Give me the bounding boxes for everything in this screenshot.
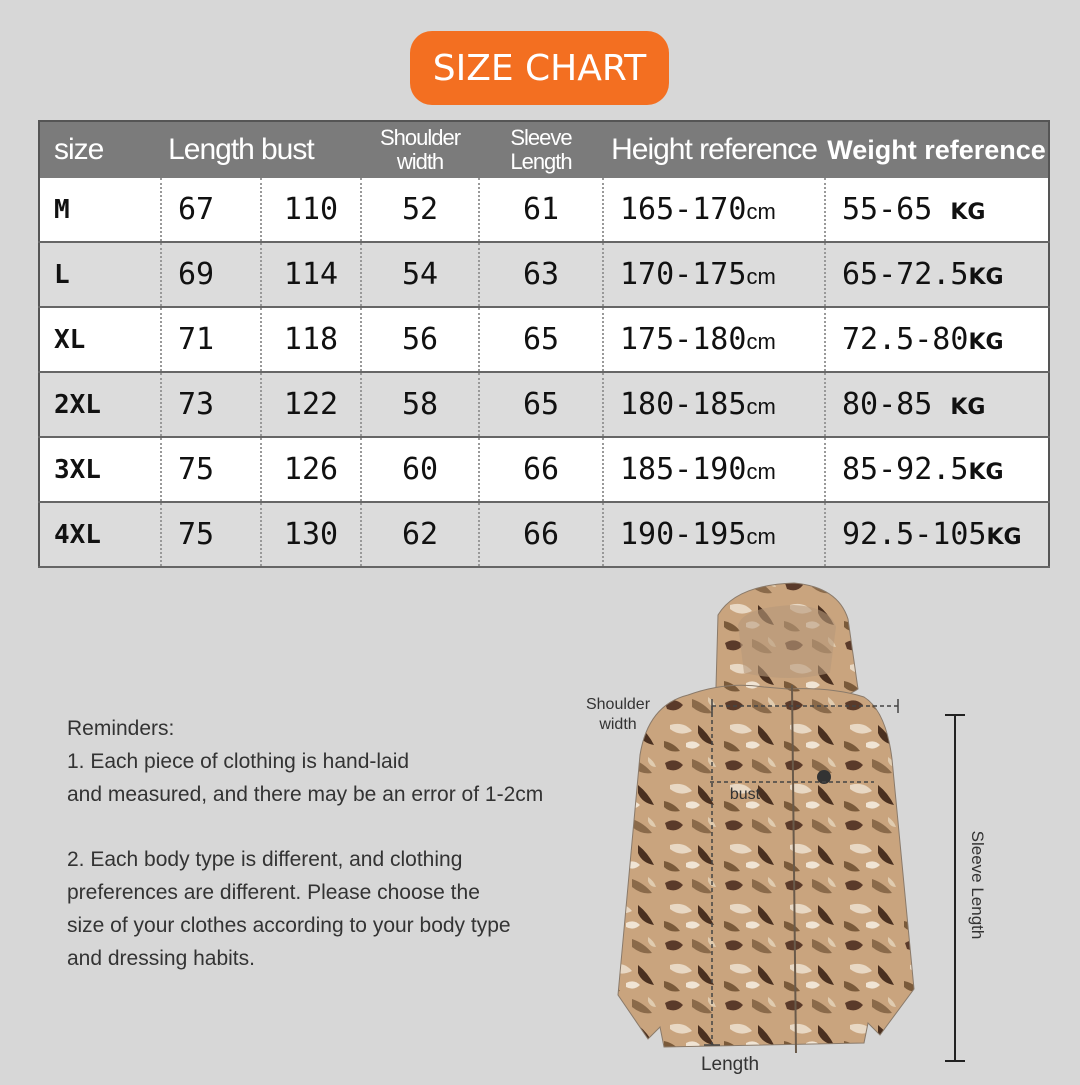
header-shoulder-width: Shoulder width [361, 121, 479, 178]
size-chart-title: SIZE CHART [410, 31, 669, 105]
cell-height [603, 372, 825, 437]
cell-height [603, 437, 825, 502]
cell-weight [825, 437, 1049, 502]
cell-sleeve: 65 [479, 372, 603, 437]
reminder-2-line-4: and dressing habits. [67, 947, 255, 970]
reminder-1-line-2: and measured, and there may be an error of 1-2cm [67, 783, 544, 806]
camouflage-jacket-icon [600, 575, 1020, 1080]
reminders-heading: Reminders: [67, 717, 175, 740]
cell-length: 75 [161, 437, 261, 502]
cell-size: L [39, 242, 161, 307]
cell-bust: 118 [261, 307, 361, 372]
table-header-row [39, 121, 1049, 178]
height-value: 170-175 [620, 257, 747, 292]
weight-value: 80-85 [842, 387, 933, 422]
height-value: 190-195 [620, 517, 747, 552]
table-row [39, 307, 1049, 372]
cell-shoulder: 60 [361, 437, 479, 502]
height-value: 175-180 [620, 322, 747, 357]
weight-unit: KG [986, 525, 1022, 550]
reminder-2-line-3: size of your clothes according to your body type [67, 914, 511, 937]
cell-weight [825, 502, 1049, 567]
height-value: 180-185 [620, 387, 747, 422]
size-table [38, 120, 1050, 568]
cell-shoulder: 62 [361, 502, 479, 567]
cell-height [603, 242, 825, 307]
cell-size: 4XL [39, 502, 161, 567]
header-bust: bust [261, 121, 361, 178]
cell-sleeve: 66 [479, 437, 603, 502]
cell-length: 75 [161, 502, 261, 567]
weight-unit: KG [968, 265, 1004, 290]
cell-bust: 110 [261, 178, 361, 242]
header-size: size [39, 121, 161, 178]
height-unit: cm [746, 199, 776, 224]
cell-height [603, 502, 825, 567]
table-row [39, 178, 1049, 242]
height-value: 185-190 [620, 452, 747, 487]
sleeve-length-label: Sleeve Length [968, 830, 987, 940]
cell-bust: 130 [261, 502, 361, 567]
cell-bust: 126 [261, 437, 361, 502]
weight-unit: KG [950, 200, 986, 225]
height-unit: cm [746, 524, 776, 549]
reminders-block [67, 712, 637, 975]
cell-shoulder: 52 [361, 178, 479, 242]
bust-label: bust [729, 786, 761, 803]
cell-size: M [39, 178, 161, 242]
table-row [39, 502, 1049, 567]
cell-weight [825, 242, 1049, 307]
table-row [39, 242, 1049, 307]
cell-size: XL [39, 307, 161, 372]
weight-unit: KG [968, 460, 1004, 485]
header-length: Length [161, 121, 261, 178]
header-height-reference: Height reference [603, 121, 825, 178]
cell-length: 71 [161, 307, 261, 372]
cell-height [603, 178, 825, 242]
header-sleeve-length: Sleeve Length [479, 121, 603, 178]
height-unit: cm [746, 394, 776, 419]
cell-length: 73 [161, 372, 261, 437]
height-value: 165-170 [620, 192, 747, 227]
cell-weight [825, 372, 1049, 437]
cell-bust: 122 [261, 372, 361, 437]
weight-unit: KG [950, 395, 986, 420]
weight-value: 55-65 [842, 192, 933, 227]
cell-height [603, 307, 825, 372]
cell-bust: 114 [261, 242, 361, 307]
height-unit: cm [746, 459, 776, 484]
table-row [39, 437, 1049, 502]
length-label: Length [700, 1054, 760, 1075]
shoulder-width-label: Shoulder width [585, 696, 651, 733]
weight-value: 72.5-80 [842, 322, 969, 357]
cell-length: 67 [161, 178, 261, 242]
height-unit: cm [746, 264, 776, 289]
cell-sleeve: 65 [479, 307, 603, 372]
reminder-2-line-1: 2. Each body type is different, and clothing [67, 848, 463, 871]
cell-length: 69 [161, 242, 261, 307]
cell-size: 2XL [39, 372, 161, 437]
height-unit: cm [746, 329, 776, 354]
cell-size: 3XL [39, 437, 161, 502]
reminder-1-line-1: 1. Each piece of clothing is hand-laid [67, 750, 410, 773]
cell-sleeve: 66 [479, 502, 603, 567]
cell-sleeve: 63 [479, 242, 603, 307]
table-row [39, 372, 1049, 437]
cell-weight [825, 178, 1049, 242]
weight-unit: KG [968, 330, 1004, 355]
jacket-diagram [585, 575, 1020, 1080]
weight-value: 85-92.5 [842, 452, 969, 487]
cell-shoulder: 58 [361, 372, 479, 437]
weight-value: 92.5-105 [842, 517, 987, 552]
cell-sleeve: 61 [479, 178, 603, 242]
weight-value: 65-72.5 [842, 257, 969, 292]
cell-shoulder: 56 [361, 307, 479, 372]
cell-weight [825, 307, 1049, 372]
header-weight-reference: Weight reference [825, 121, 1049, 178]
reminder-2-line-2: preferences are different. Please choose the [67, 881, 480, 904]
cell-shoulder: 54 [361, 242, 479, 307]
